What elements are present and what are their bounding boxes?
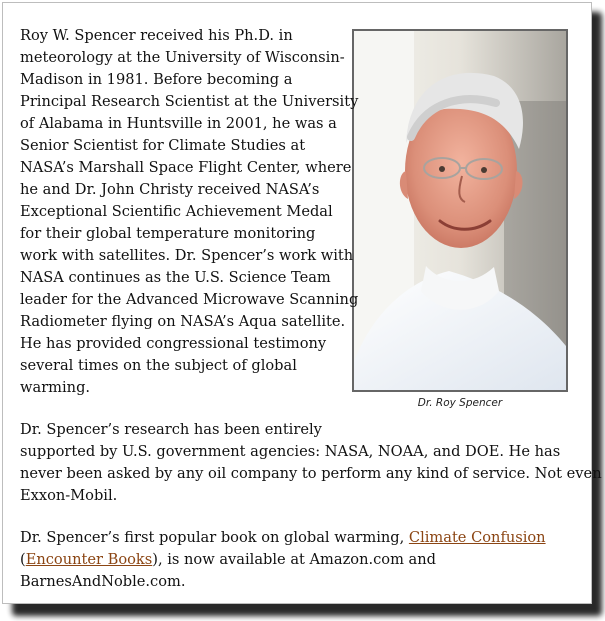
funding-line: Exxon-Mobil.	[20, 487, 118, 504]
bio-line: NASA’s Marshall Space Flight Center, where	[20, 159, 352, 176]
bio-line: for their global temperature monitoring	[20, 225, 316, 242]
encounter-books-link[interactable]: Encounter Books	[25, 551, 153, 568]
bio-line: work with satellites. Dr. Spencer’s work with	[20, 247, 354, 264]
funding-paragraph	[20, 419, 602, 507]
bio-line: leader for the Advanced Microwave Scanning	[20, 291, 359, 308]
publisher-line	[20, 549, 580, 571]
bio-line: NASA continues as the U.S. Science Team	[20, 269, 331, 286]
book-line	[20, 527, 580, 549]
bio-line: of Alabama in Huntsville in 2001, he was a	[20, 115, 337, 132]
bio-line: Principal Research Scientist at the University	[20, 93, 359, 110]
bio-line: he and Dr. John Christy received NASA’s	[20, 181, 320, 198]
book-paragraph	[20, 527, 580, 593]
funding-line: Dr. Spencer’s research has been entirely	[20, 421, 322, 438]
availability-text: ), is now available at Amazon.com and	[152, 551, 436, 568]
bio-line: meteorology at the University of Wisconsin-	[20, 49, 345, 66]
bio-line: several times on the subject of global	[20, 357, 297, 374]
bio-line: warming.	[20, 379, 91, 396]
bio-line: Radiometer flying on NASA’s Aqua satellite.	[20, 313, 346, 330]
bio-line: Senior Scientist for Climate Studies at	[20, 137, 306, 154]
funding-line: never been asked by any oil company to perform any kind of service. Not even	[20, 465, 602, 482]
bio-line: He has provided congressional testimony	[20, 335, 327, 352]
bio-line: Exceptional Scientific Achievement Medal	[20, 203, 333, 220]
article-content	[20, 25, 602, 593]
climate-confusion-link[interactable]: Climate Confusion	[408, 529, 546, 546]
publisher-paren-open: (	[20, 551, 26, 568]
photo-caption: Dr. Roy Spencer	[417, 397, 503, 409]
book-intro-text: Dr. Spencer’s first popular book on global warming,	[20, 529, 409, 546]
book-last-line: BarnesAndNoble.com.	[20, 573, 186, 590]
funding-line: supported by U.S. government agencies: NASA, NOAA, and DOE. He has	[20, 443, 561, 460]
biography-paragraph	[20, 25, 359, 399]
bio-line: Madison in 1981. Before becoming a	[20, 71, 293, 88]
profile-card	[2, 2, 602, 604]
bio-line: Roy W. Spencer received his Ph.D. in	[20, 27, 293, 44]
